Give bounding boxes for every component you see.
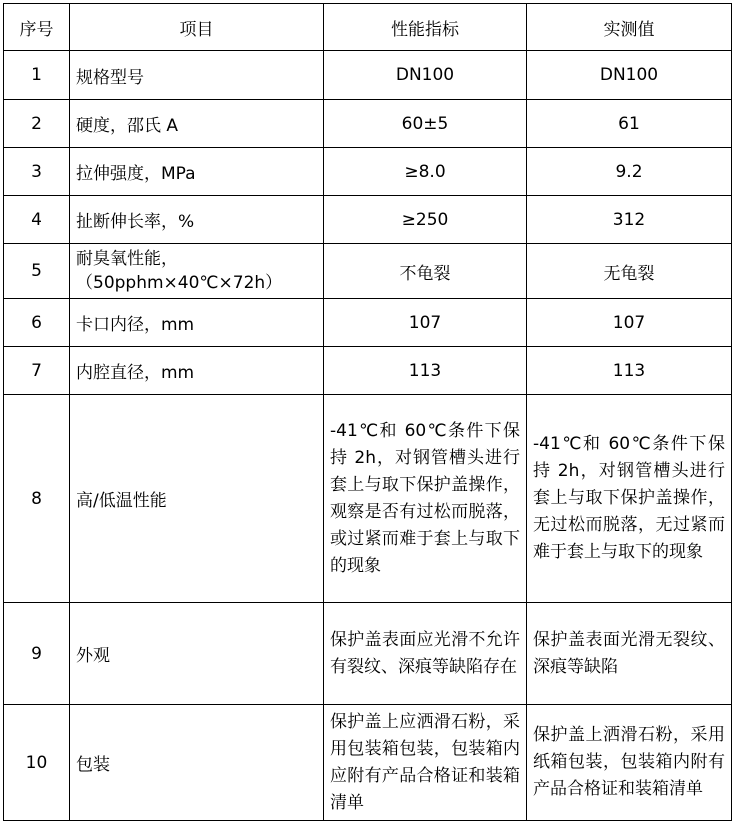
cell-spec: 不龟裂 xyxy=(324,244,527,299)
cell-spec: 113 xyxy=(324,347,527,395)
header-spec: 性能指标 xyxy=(324,4,527,51)
cell-spec: 107 xyxy=(324,299,527,347)
cell-no: 7 xyxy=(4,347,70,395)
cell-item: 耐臭氧性能，（50pphm×40℃×72h） xyxy=(70,244,324,299)
cell-no: 10 xyxy=(4,705,70,821)
cell-item: 规格型号 xyxy=(70,51,324,100)
cell-spec: -41℃和 60℃条件下保持 2h，对钢管槽头进行套上与取下保护盖操作，观察是否有过松而脱落，或过紧而难于套上与取下的现象 xyxy=(324,395,527,603)
cell-measured: 保护盖表面光滑无裂纹、深痕等缺陷 xyxy=(527,603,732,705)
cell-item: 包装 xyxy=(70,705,324,821)
cell-spec: DN100 xyxy=(324,51,527,100)
cell-item: 内腔直径，mm xyxy=(70,347,324,395)
cell-item: 硬度，邵氏 A xyxy=(70,100,324,148)
cell-item: 外观 xyxy=(70,603,324,705)
table-row xyxy=(4,347,732,395)
table-row xyxy=(4,51,732,100)
cell-no: 1 xyxy=(4,51,70,100)
cell-spec: 60±5 xyxy=(324,100,527,148)
cell-item: 高/低温性能 xyxy=(70,395,324,603)
header-measured: 实测值 xyxy=(527,4,732,51)
spec-table xyxy=(3,3,732,821)
cell-no: 5 xyxy=(4,244,70,299)
cell-measured: DN100 xyxy=(527,51,732,100)
cell-no: 2 xyxy=(4,100,70,148)
table-row xyxy=(4,148,732,196)
cell-no: 3 xyxy=(4,148,70,196)
cell-measured: 无龟裂 xyxy=(527,244,732,299)
table-row xyxy=(4,299,732,347)
cell-measured: 107 xyxy=(527,299,732,347)
cell-spec: ≥8.0 xyxy=(324,148,527,196)
cell-no: 4 xyxy=(4,196,70,244)
cell-item: 拉伸强度，MPa xyxy=(70,148,324,196)
table-row xyxy=(4,196,732,244)
cell-no: 8 xyxy=(4,395,70,603)
cell-measured: 312 xyxy=(527,196,732,244)
table-row xyxy=(4,100,732,148)
header-item: 项目 xyxy=(70,4,324,51)
cell-measured: 113 xyxy=(527,347,732,395)
table-row xyxy=(4,603,732,705)
cell-spec: 保护盖表面应光滑不允许有裂纹、深痕等缺陷存在 xyxy=(324,603,527,705)
cell-measured: 保护盖上洒滑石粉，采用纸箱包装，包装箱内附有产品合格证和装箱清单 xyxy=(527,705,732,821)
table-row xyxy=(4,705,732,821)
cell-no: 9 xyxy=(4,603,70,705)
cell-item: 卡口内径，mm xyxy=(70,299,324,347)
table-row xyxy=(4,395,732,603)
cell-spec: 保护盖上应洒滑石粉，采用包装箱包装，包装箱内应附有产品合格证和装箱清单 xyxy=(324,705,527,821)
cell-no: 6 xyxy=(4,299,70,347)
cell-measured: -41℃和 60℃条件下保持 2h，对钢管槽头进行套上与取下保护盖操作，无过松而脱落，无过紧而难于套上与取下的现象 xyxy=(527,395,732,603)
cell-spec: ≥250 xyxy=(324,196,527,244)
table-header-row xyxy=(4,4,732,51)
cell-measured: 9.2 xyxy=(527,148,732,196)
cell-item: 扯断伸长率，% xyxy=(70,196,324,244)
table-row xyxy=(4,244,732,299)
cell-measured: 61 xyxy=(527,100,732,148)
header-no: 序号 xyxy=(4,4,70,51)
